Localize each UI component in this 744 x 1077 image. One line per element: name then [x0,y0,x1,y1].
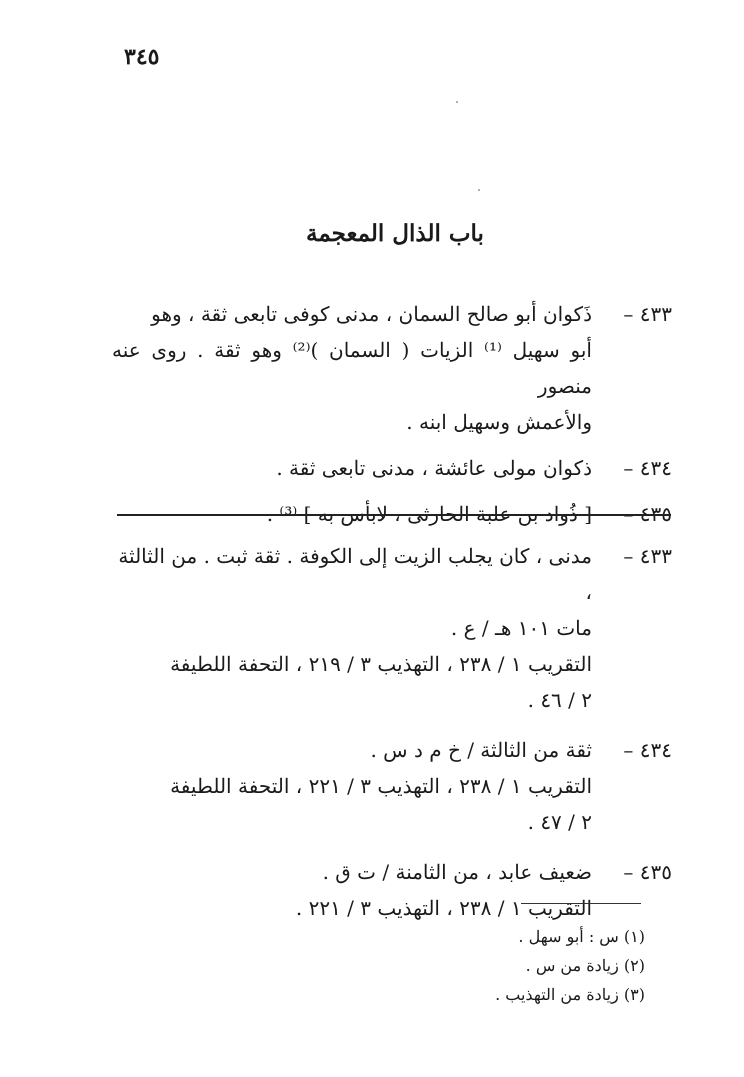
entry-line: [ ذُواد بن علبة الحارثى ، لابأس به ] ⁽³⁾ . [266,502,592,526]
section-divider [117,514,671,516]
annotation-line: ٢ / ٤٦ . [527,688,592,712]
entry-line: والأعمش وسهيل ابنه . [406,410,592,434]
annotation-434 [112,732,672,840]
annotation-number: ٤٣٤ – [623,738,672,762]
entries-list [112,296,672,542]
entry-number: ٤٣٣ – [623,302,672,326]
annotation-435 [112,854,672,926]
annotation-line: التقريب ١ / ٢٣٨ ، التهذيب ٣ / ٢٢١ ، التحفة اللطيفة [170,774,592,798]
chapter-title: باب الذال المعجمة [306,220,484,247]
entry-number: ٤٣٤ – [623,456,672,480]
annotation-433 [112,538,672,718]
entry-line: ذَكوان أبو صالح السمان ، مدنى كوفى تابعى ثقة ، وهو [151,302,592,326]
scan-speck [456,101,458,103]
entry-line: أبو سهيل ⁽¹⁾ الزيات ( السمان )⁽²⁾ وهو ثقة . روى عنه منصور [112,338,592,398]
footnote-3: (٣) زيادة من التهذيب . [495,985,645,1004]
page-number: ٣٤٥ [124,44,160,70]
entry-text [112,296,592,440]
annotation-line: التقريب ١ / ٢٣٨ ، التهذيب ٣ / ٢١٩ ، التحفة اللطيفة [170,652,592,676]
annotation-line: مات ١٠١ هـ / ع . [450,616,592,640]
annotations-list [112,538,672,940]
entry-434 [112,450,672,486]
annotation-text [112,732,592,840]
entry-number: ٤٣٥ – [623,502,672,526]
scan-speck [478,189,480,191]
annotation-line: ضعيف عابد ، من الثامنة / ت ق . [322,860,592,884]
annotation-number: ٤٣٥ – [623,860,672,884]
annotation-text [112,854,592,926]
annotation-text [112,538,592,718]
entry-line: ذكوان مولى عائشة ، مدنى تابعى ثقة . [276,456,592,480]
annotation-line: التقريب ١ / ٢٣٨ ، التهذيب ٣ / ٢٢١ . [295,896,592,920]
footnotes [340,922,645,1009]
annotation-line: مدنى ، كان يجلب الزيت إلى الكوفة . ثقة ثبت . من الثالثة ، [118,544,592,604]
annotation-number: ٤٣٣ – [623,544,672,568]
entry-text [112,450,592,486]
footnote-2: (٢) زيادة من س . [525,956,645,975]
entry-433 [112,296,672,440]
footnote-divider [521,903,641,904]
footnote-1: (١) س : أبو سهل . [518,927,645,946]
annotation-line: ثقة من الثالثة / خ م د س . [370,738,592,762]
annotation-line: ٢ / ٤٧ . [527,810,592,834]
